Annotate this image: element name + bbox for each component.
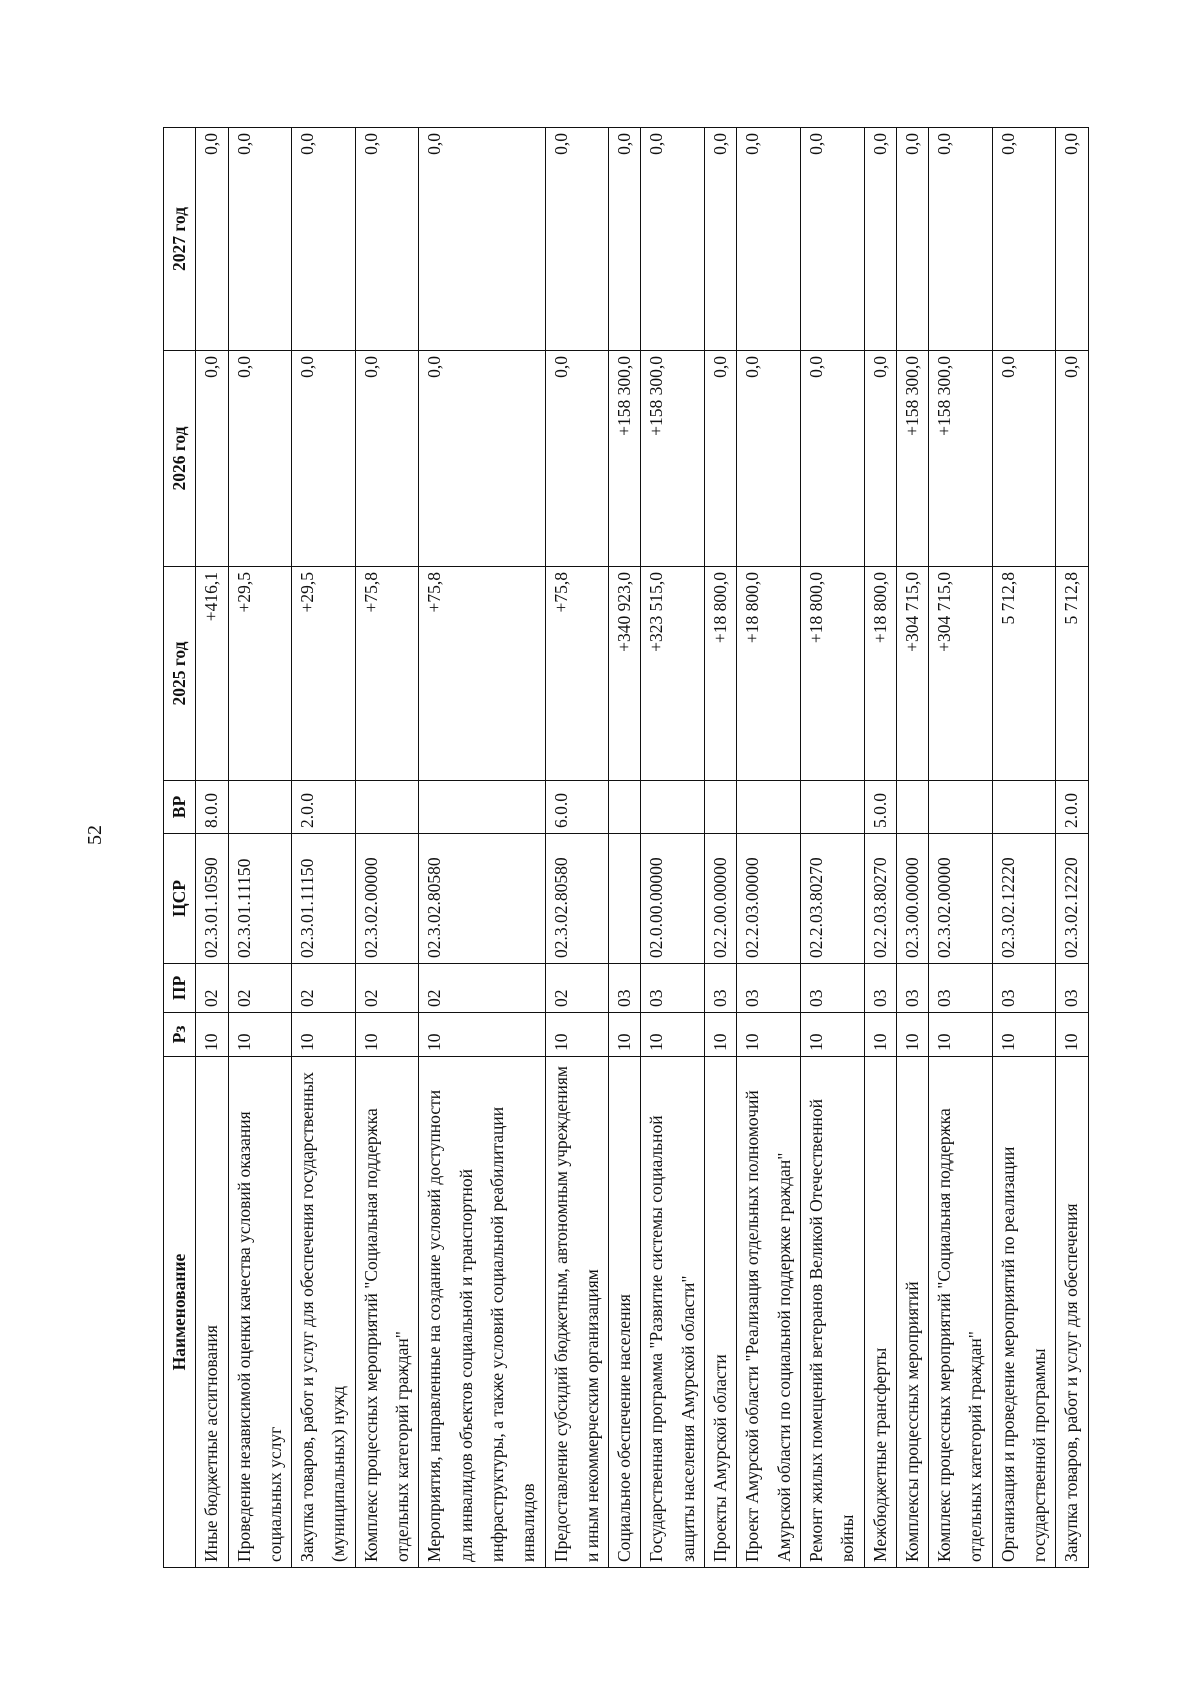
cell-name: Проекты Амурской области: [705, 1057, 737, 1568]
cell-pr: 03: [609, 964, 641, 1013]
budget-table: [163, 127, 1089, 1568]
cell-rz: 10: [545, 1013, 609, 1057]
cell-2027: 0,0: [545, 128, 609, 351]
cell-2025: +29,5: [292, 567, 356, 781]
cell-rz: 10: [641, 1013, 705, 1057]
cell-name: Иные бюджетные ассигнования: [196, 1057, 228, 1568]
cell-name: Ремонт жилых помещений ветеранов Великой Отечественной войны: [800, 1057, 864, 1568]
cell-rz: 10: [705, 1013, 737, 1057]
cell-name: Организация и проведение мероприятий по реализации государственной программы: [992, 1057, 1056, 1568]
cell-2027: 0,0: [196, 128, 228, 351]
cell-pr: 02: [196, 964, 228, 1013]
cell-csr: 02.2.03.00000: [737, 834, 801, 964]
cell-rz: 10: [196, 1013, 228, 1057]
cell-rz: 10: [355, 1013, 419, 1057]
cell-pr: 03: [1056, 964, 1088, 1013]
cell-csr: 02.2.00.00000: [705, 834, 737, 964]
cell-2027: 0,0: [292, 128, 356, 351]
table-row: [896, 128, 928, 1568]
cell-csr: [609, 834, 641, 964]
cell-2026: 0,0: [355, 351, 419, 567]
cell-rz: 10: [800, 1013, 864, 1057]
cell-csr: 02.2.03.80270: [800, 834, 864, 964]
cell-rz: 10: [292, 1013, 356, 1057]
cell-2026: +158 300,0: [641, 351, 705, 567]
cell-2025: +304 715,0: [896, 567, 928, 781]
cell-csr: 02.3.02.00000: [355, 834, 419, 964]
cell-2026: 0,0: [864, 351, 896, 567]
cell-2026: 0,0: [992, 351, 1056, 567]
cell-name: Предоставление субсидий бюджетным, автономным учреждениям и иным некоммерческим организациям: [545, 1057, 609, 1568]
cell-pr: 03: [705, 964, 737, 1013]
table-row: [992, 128, 1056, 1568]
cell-2026: 0,0: [419, 351, 545, 567]
cell-2026: +158 300,0: [896, 351, 928, 567]
cell-2025: +18 800,0: [800, 567, 864, 781]
cell-2025: +416,1: [196, 567, 228, 781]
cell-2027: 0,0: [228, 128, 292, 351]
cell-vr: [609, 781, 641, 834]
table-body: [196, 128, 1088, 1568]
cell-rz: 10: [228, 1013, 292, 1057]
cell-2026: 0,0: [228, 351, 292, 567]
cell-csr: 02.2.03.80270: [864, 834, 896, 964]
cell-2027: 0,0: [929, 128, 993, 351]
cell-2025: +29,5: [228, 567, 292, 781]
table-row: [864, 128, 896, 1568]
cell-rz: 10: [992, 1013, 1056, 1057]
cell-vr: [992, 781, 1056, 834]
cell-2025: +18 800,0: [705, 567, 737, 781]
cell-2027: 0,0: [705, 128, 737, 351]
cell-rz: 10: [929, 1013, 993, 1057]
table-row: [1056, 128, 1088, 1568]
table-row: [705, 128, 737, 1568]
cell-pr: 03: [929, 964, 993, 1013]
cell-name: Комплекс процессных мероприятий "Социальная поддержка отдельных категорий граждан": [929, 1057, 993, 1568]
rotated-table-container: [163, 128, 1089, 1568]
cell-2026: 0,0: [705, 351, 737, 567]
cell-csr: 02.3.02.12220: [992, 834, 1056, 964]
cell-2027: 0,0: [419, 128, 545, 351]
cell-2027: 0,0: [609, 128, 641, 351]
cell-2027: 0,0: [641, 128, 705, 351]
cell-vr: 5.0.0: [864, 781, 896, 834]
cell-csr: 02.3.02.00000: [929, 834, 993, 964]
cell-pr: 03: [864, 964, 896, 1013]
table-row: [292, 128, 356, 1568]
cell-csr: 02.3.01.11150: [292, 834, 356, 964]
header-2027: 2027 год: [164, 128, 196, 351]
table-row: [800, 128, 864, 1568]
cell-2025: +18 800,0: [737, 567, 801, 781]
cell-name: Проведение независимой оценки качества условий оказания социальных услуг: [228, 1057, 292, 1568]
header-2025: 2025 год: [164, 567, 196, 781]
cell-csr: 02.3.01.10590: [196, 834, 228, 964]
cell-pr: 03: [896, 964, 928, 1013]
cell-name: Межбюджетные трансферты: [864, 1057, 896, 1568]
cell-pr: 03: [641, 964, 705, 1013]
cell-2027: 0,0: [1056, 128, 1088, 351]
cell-vr: [641, 781, 705, 834]
cell-csr: 02.0.00.00000: [641, 834, 705, 964]
header-csr: ЦСР: [164, 834, 196, 964]
table-row: [929, 128, 993, 1568]
cell-2027: 0,0: [800, 128, 864, 351]
cell-pr: 02: [292, 964, 356, 1013]
header-rz: Рз: [164, 1013, 196, 1057]
cell-name: Проект Амурской области "Реализация отдельных полномочий Амурской области по социальной поддержке граждан": [737, 1057, 801, 1568]
cell-2027: 0,0: [864, 128, 896, 351]
cell-name: Государственная программа "Развитие системы социальной защиты населения Амурской области": [641, 1057, 705, 1568]
cell-2026: 0,0: [292, 351, 356, 567]
table-row: [419, 128, 545, 1568]
cell-2025: +75,8: [545, 567, 609, 781]
cell-2025: 5 712,8: [1056, 567, 1088, 781]
cell-csr: 02.3.02.12220: [1056, 834, 1088, 964]
cell-rz: 10: [419, 1013, 545, 1057]
cell-2026: 0,0: [1056, 351, 1088, 567]
cell-vr: [800, 781, 864, 834]
cell-vr: 2.0.0: [1056, 781, 1088, 834]
cell-pr: 03: [737, 964, 801, 1013]
table-header-row: [164, 128, 196, 1568]
cell-pr: 03: [992, 964, 1056, 1013]
cell-2026: +158 300,0: [609, 351, 641, 567]
cell-pr: 02: [419, 964, 545, 1013]
cell-2026: 0,0: [800, 351, 864, 567]
cell-vr: [355, 781, 419, 834]
cell-vr: [705, 781, 737, 834]
cell-rz: 10: [896, 1013, 928, 1057]
cell-pr: 03: [800, 964, 864, 1013]
cell-2025: +75,8: [355, 567, 419, 781]
cell-vr: [419, 781, 545, 834]
cell-name: Комплекс процессных мероприятий "Социальная поддержка отдельных категорий граждан": [355, 1057, 419, 1568]
cell-2025: +323 515,0: [641, 567, 705, 781]
header-vr: ВР: [164, 781, 196, 834]
cell-vr: 8.0.0: [196, 781, 228, 834]
cell-rz: 10: [609, 1013, 641, 1057]
cell-rz: 10: [1056, 1013, 1088, 1057]
cell-pr: 02: [228, 964, 292, 1013]
cell-vr: 6.0.0: [545, 781, 609, 834]
cell-2027: 0,0: [992, 128, 1056, 351]
table-row: [641, 128, 705, 1568]
cell-2025: +340 923,0: [609, 567, 641, 781]
cell-csr: 02.3.00.00000: [896, 834, 928, 964]
cell-vr: 2.0.0: [292, 781, 356, 834]
cell-2026: 0,0: [545, 351, 609, 567]
page-number: 52: [84, 825, 106, 845]
cell-vr: [737, 781, 801, 834]
cell-vr: [228, 781, 292, 834]
header-2026: 2026 год: [164, 351, 196, 567]
cell-name: Комплексы процессных мероприятий: [896, 1057, 928, 1568]
cell-rz: 10: [737, 1013, 801, 1057]
cell-name: Закупка товаров, работ и услуг для обеспечения: [1056, 1057, 1088, 1568]
cell-2027: 0,0: [737, 128, 801, 351]
cell-2027: 0,0: [896, 128, 928, 351]
cell-vr: [929, 781, 993, 834]
table-row: [737, 128, 801, 1568]
table-row: [609, 128, 641, 1568]
table-row: [355, 128, 419, 1568]
table-row: [545, 128, 609, 1568]
cell-2025: +18 800,0: [864, 567, 896, 781]
cell-2025: +304 715,0: [929, 567, 993, 781]
header-name: Наименование: [164, 1057, 196, 1568]
cell-name: Социальное обеспечение населения: [609, 1057, 641, 1568]
table-row: [196, 128, 228, 1568]
header-pr: ПР: [164, 964, 196, 1013]
cell-vr: [896, 781, 928, 834]
cell-rz: 10: [864, 1013, 896, 1057]
cell-pr: 02: [545, 964, 609, 1013]
cell-csr: 02.3.02.80580: [545, 834, 609, 964]
cell-2026: 0,0: [737, 351, 801, 567]
table-row: [228, 128, 292, 1568]
cell-csr: 02.3.02.80580: [419, 834, 545, 964]
cell-2026: 0,0: [196, 351, 228, 567]
cell-2026: +158 300,0: [929, 351, 993, 567]
cell-name: Мероприятия, направленные на создание условий доступности для инвалидов объектов социальной и транспортной инфраструктуры, а также условий социальной реабилитации инвалидов: [419, 1057, 545, 1568]
cell-2025: 5 712,8: [992, 567, 1056, 781]
cell-csr: 02.3.01.11150: [228, 834, 292, 964]
cell-pr: 02: [355, 964, 419, 1013]
cell-2025: +75,8: [419, 567, 545, 781]
cell-name: Закупка товаров, работ и услуг для обеспечения государственных (муниципальных) нужд: [292, 1057, 356, 1568]
cell-2027: 0,0: [355, 128, 419, 351]
